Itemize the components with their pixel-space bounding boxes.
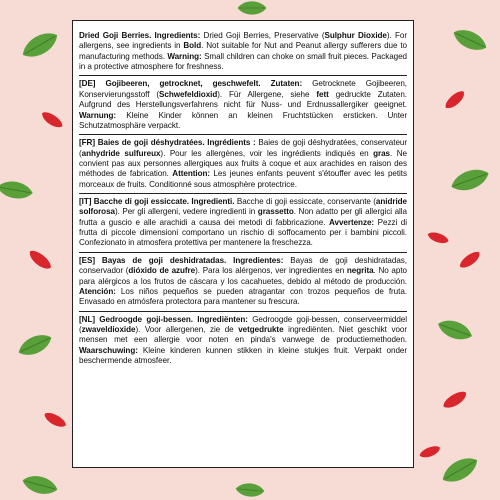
bold-text: Waarschuwing: (79, 345, 138, 355)
bold-text: [DE] Gojibeeren, getrocknet, geschwefelt. Zutaten: (79, 79, 303, 89)
text: Getrocknete Gojibeeren, Konservierungsstoff ( (79, 79, 407, 99)
bold-text: gras (373, 148, 390, 158)
product-label (72, 20, 414, 468)
goji-berry-icon (39, 109, 64, 131)
text: ). Für Allergene, siehe (217, 89, 317, 99)
text: Los niños pequeños se pueden atragantar con trozos pequeños de fruta. Envasado en atmósfera protectora para mantener su frescura. (79, 286, 407, 307)
text: ). Per gli allergeni, vedere ingredienti in (114, 207, 258, 217)
label-section-es (79, 252, 407, 311)
bold-text: Schwefeldioxid (159, 89, 218, 99)
bold-text: negrita (346, 266, 374, 276)
bold-text: zwaveldioxide (81, 324, 136, 334)
leaf-icon (235, 482, 265, 498)
bold-text: Avvertenze: (329, 217, 375, 227)
goji-berry-icon (418, 444, 441, 460)
leaf-icon (448, 165, 491, 196)
bold-text: Bold (183, 41, 202, 51)
bold-text: anidride solforosa (79, 197, 407, 217)
goji-berry-icon (42, 410, 68, 430)
text: Les jeunes enfants peuvent s'étouffer avec les petits morceaux de fruits. Conditionné sous atmosphère protectrice. (79, 169, 407, 189)
text: . Non adatto per gli allergici alla frutta a guscio e alle arachidi a causa dei metodi di fabbricazione. (79, 207, 407, 227)
text: Bayas de goji deshidratadas, conservador ( (79, 255, 407, 276)
bold-text: Dried Goji Berries. Ingredients: (79, 31, 201, 40)
leaf-icon (20, 472, 59, 497)
text: Gedroogde goji-bessen, conserveermiddel ( (79, 314, 407, 334)
goji-berry-icon (443, 88, 468, 111)
text: Kleine Kinder können an kleinen Fruchtstücken ersticken. Unter Schutzatmosphäre verpackt. (79, 110, 407, 130)
goji-berry-icon (27, 247, 54, 272)
text: ). Voor allergenen, zie de (135, 324, 239, 334)
bold-text: dióxido de azufre (128, 266, 196, 276)
leaf-icon (15, 330, 55, 360)
goji-berry-icon (457, 249, 482, 271)
leaf-icon (18, 27, 61, 63)
goji-berry-icon (426, 230, 449, 246)
bold-text: [ES] Bayas de goji deshidratadas. Ingredientes: (79, 255, 284, 265)
leaf-icon (0, 179, 34, 202)
text: ). Pour les allergènes, voir les ingrédients indiqués en (160, 148, 374, 158)
text: . No apto para alérgicos a los frutos de cáscara y los cacahuetes, debido al método de producción. (79, 266, 407, 286)
label-section-en (79, 29, 407, 75)
text: Baies de goji déshydratées, conservateur ( (79, 138, 407, 158)
label-section-fr (79, 134, 407, 193)
bold-text: anhydride sulfureux (81, 148, 161, 158)
leaf-icon (435, 316, 474, 344)
text: ingrediënten. Niet geschikt voor mensen met een allergie voor noten en pinda's vanwege de productiemethoden. (79, 324, 407, 345)
bold-text: [NL] Gedroogde goji-bessen. Ingrediënten: (79, 314, 248, 324)
bold-text: Warning: (167, 51, 202, 61)
leaf-icon (238, 1, 267, 14)
leaf-icon (450, 25, 490, 55)
label-section-nl (79, 311, 407, 370)
text: ). Para los alérgenos, ver ingredientes en (195, 266, 347, 276)
text: gedruckte Zutaten. Aufgrund des Herstellungsverfahrens nicht für Nuss- und Erdnussallergiker geeignet. (79, 89, 408, 110)
label-section-de (79, 75, 407, 134)
label-section-it (79, 193, 407, 252)
goji-berry-icon (441, 389, 469, 412)
bold-text: fett (316, 89, 329, 99)
text: . Ne convient pas aux personnes allergiques aux fruits à coque et aux arachides en raison des méthodes de fabrication. (79, 148, 407, 179)
bold-text: Attention: (172, 169, 211, 179)
bold-text: [IT] Bacche di goji essiccate. Ingredienti. (79, 197, 235, 207)
text: . Not suitable for Nut and Peanut allergy sufferers due to manufacturing methods. (79, 41, 407, 61)
bold-text: Warnung: (79, 110, 117, 120)
bold-text: vetgedrukte (238, 324, 284, 334)
bold-text: [FR] Baies de goji déshydratées. Ingrédients : (79, 138, 256, 148)
text: Kleine kinderen kunnen stikken in kleine stukjes fruit. Verpakt onder beschermende atmosfeer. (79, 345, 407, 366)
bold-text: Sulphur Dioxide (324, 31, 387, 40)
text: Pezzi di frutta di piccole dimensioni comportano un rischio di soffocamento per i bambini piccoli. Confezionato in atmosfera protettiva per mantenere la freschezza. (79, 217, 408, 248)
text: Bacche di goji essiccate, conservante ( (234, 197, 376, 207)
text: ). For allergens, see ingredients in (79, 31, 407, 51)
text: Dried Goji Berries, Preservative ( (200, 31, 325, 40)
bold-text: Atención: (79, 286, 116, 296)
bold-text: grassetto (257, 207, 294, 217)
text: Small children can choke on small fruit pieces. Packaged in a protective atmosphere for freshness. (79, 51, 407, 72)
leaf-icon (438, 452, 481, 488)
